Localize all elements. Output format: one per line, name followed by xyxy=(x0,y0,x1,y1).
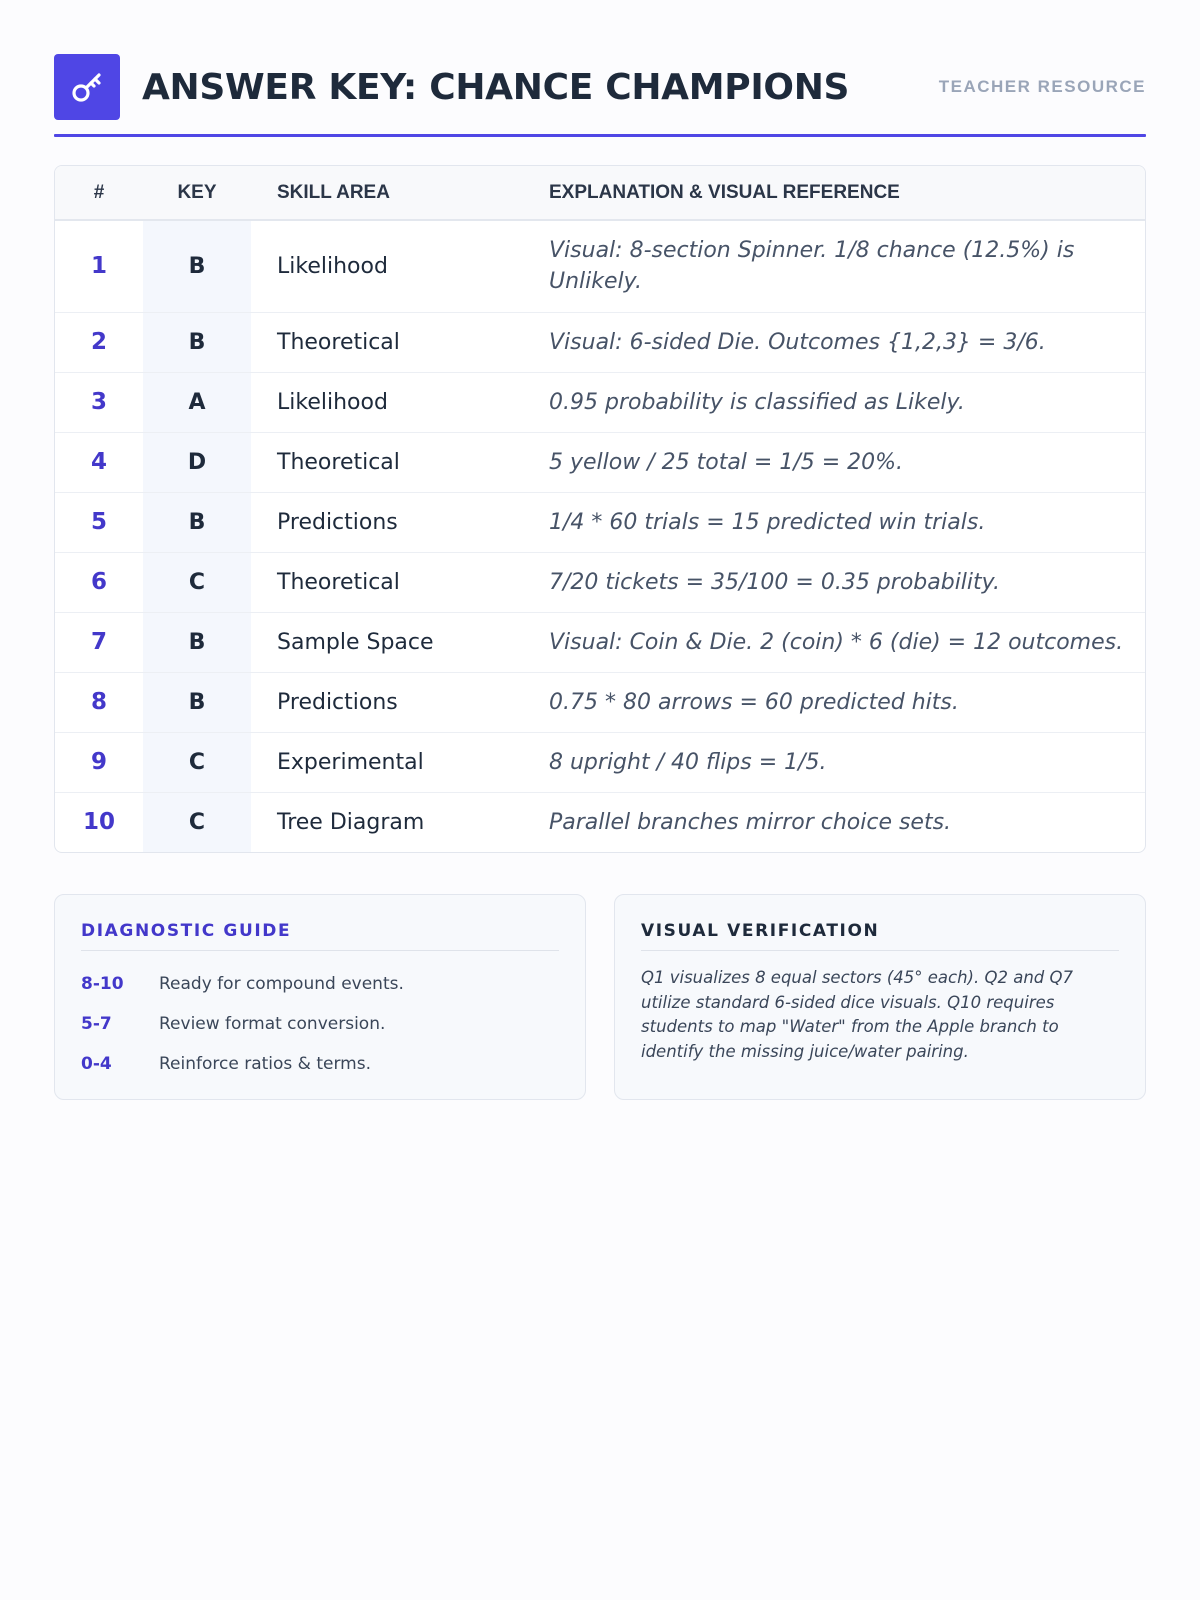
table-row xyxy=(55,492,1145,552)
visual-verification-title: VISUAL VERIFICATION xyxy=(641,921,1119,951)
question-number: 4 xyxy=(90,449,107,475)
answer-key: C xyxy=(143,552,251,612)
explanation: Visual: 6-sided Die. Outcomes {1,2,3} = 3/6. xyxy=(549,329,1046,355)
explanation: Visual: Coin & Die. 2 (coin) * 6 (die) = 12 outcomes. xyxy=(549,629,1124,655)
answer-key: B xyxy=(143,672,251,732)
answer-key: A xyxy=(143,372,251,432)
skill-area: Sample Space xyxy=(277,629,434,655)
list-item xyxy=(81,964,559,1004)
answer-table xyxy=(54,165,1146,853)
table-row xyxy=(55,732,1145,792)
explanation: Visual: 8-section Spinner. 1/8 chance (12.5%) is Unlikely. xyxy=(549,238,1075,295)
explanation: 0.95 probability is classified as Likely. xyxy=(549,389,965,415)
explanation: 0.75 * 80 arrows = 60 predicted hits. xyxy=(549,689,959,715)
question-number: 1 xyxy=(90,253,107,280)
column-header-key: KEY xyxy=(177,181,217,203)
skill-area: Theoretical xyxy=(277,329,400,355)
question-number: 6 xyxy=(90,569,107,595)
skill-area: Predictions xyxy=(277,689,398,715)
answer-key: B xyxy=(143,612,251,672)
skill-area: Likelihood xyxy=(277,389,388,415)
explanation: 5 yellow / 25 total = 1/5 = 20%. xyxy=(549,449,904,475)
question-number: 5 xyxy=(90,509,107,535)
score-range: 0-4 xyxy=(81,1054,112,1074)
question-number: 3 xyxy=(90,389,107,415)
skill-area: Experimental xyxy=(277,749,424,775)
score-range: 5-7 xyxy=(81,1014,112,1034)
skill-area: Likelihood xyxy=(277,253,388,279)
score-range: 8-10 xyxy=(81,974,124,994)
score-guidance: Reinforce ratios & terms. xyxy=(159,1054,371,1074)
question-number: 2 xyxy=(90,329,107,355)
skill-area: Tree Diagram xyxy=(277,809,425,835)
resource-tag: TEACHER RESOURCE xyxy=(938,77,1146,96)
column-header-explanation: EXPLANATION & VISUAL REFERENCE xyxy=(549,181,900,203)
explanation: Parallel branches mirror choice sets. xyxy=(549,809,952,835)
visual-verification-card xyxy=(614,894,1146,1100)
diagnostic-list xyxy=(81,964,559,1084)
logo-badge xyxy=(54,54,120,120)
table-row xyxy=(55,312,1145,372)
score-guidance: Ready for compound events. xyxy=(159,974,404,994)
skill-area: Theoretical xyxy=(277,569,400,595)
table-row xyxy=(55,552,1145,612)
explanation: 7/20 tickets = 35/100 = 0.35 probability. xyxy=(549,569,1000,595)
key-icon xyxy=(68,68,106,106)
diagnostic-guide-card xyxy=(54,894,586,1100)
answer-key: D xyxy=(143,432,251,492)
explanation: 1/4 * 60 trials = 15 predicted win trials. xyxy=(549,509,986,535)
answer-key: C xyxy=(143,792,251,852)
table-row xyxy=(55,432,1145,492)
table-row xyxy=(55,672,1145,732)
column-header-number: # xyxy=(93,181,105,203)
answer-key: C xyxy=(143,732,251,792)
table-header-row xyxy=(55,166,1145,220)
page-header xyxy=(54,54,1146,120)
visual-verification-text: Q1 visualizes 8 equal sectors (45° each). Q2 and Q7 utilize standard 6-sided dice visuals. Q10 requires students to map "Water" from the Apple branch to identify the missing juice/water pairing. xyxy=(641,968,1073,1061)
answer-key: B xyxy=(143,312,251,372)
list-item xyxy=(81,1004,559,1044)
question-number: 10 xyxy=(82,809,115,836)
diagnostic-guide-title: DIAGNOSTIC GUIDE xyxy=(81,921,559,951)
table-row xyxy=(55,612,1145,672)
skill-area: Theoretical xyxy=(277,449,400,475)
answer-key: B xyxy=(143,220,251,312)
skill-area: Predictions xyxy=(277,509,398,535)
header-divider xyxy=(54,134,1146,137)
score-guidance: Review format conversion. xyxy=(159,1014,386,1034)
explanation: 8 upright / 40 flips = 1/5. xyxy=(549,749,827,775)
answer-key: B xyxy=(143,492,251,552)
table-row xyxy=(55,792,1145,852)
summary-cards xyxy=(54,894,1146,1100)
table-row xyxy=(55,220,1145,312)
question-number: 8 xyxy=(90,689,107,715)
column-header-skill: SKILL AREA xyxy=(277,181,390,203)
table-row xyxy=(55,372,1145,432)
page-title: ANSWER KEY: CHANCE CHAMPIONS xyxy=(142,66,850,108)
list-item xyxy=(81,1044,559,1084)
question-number: 7 xyxy=(90,629,107,655)
question-number: 9 xyxy=(90,749,107,775)
